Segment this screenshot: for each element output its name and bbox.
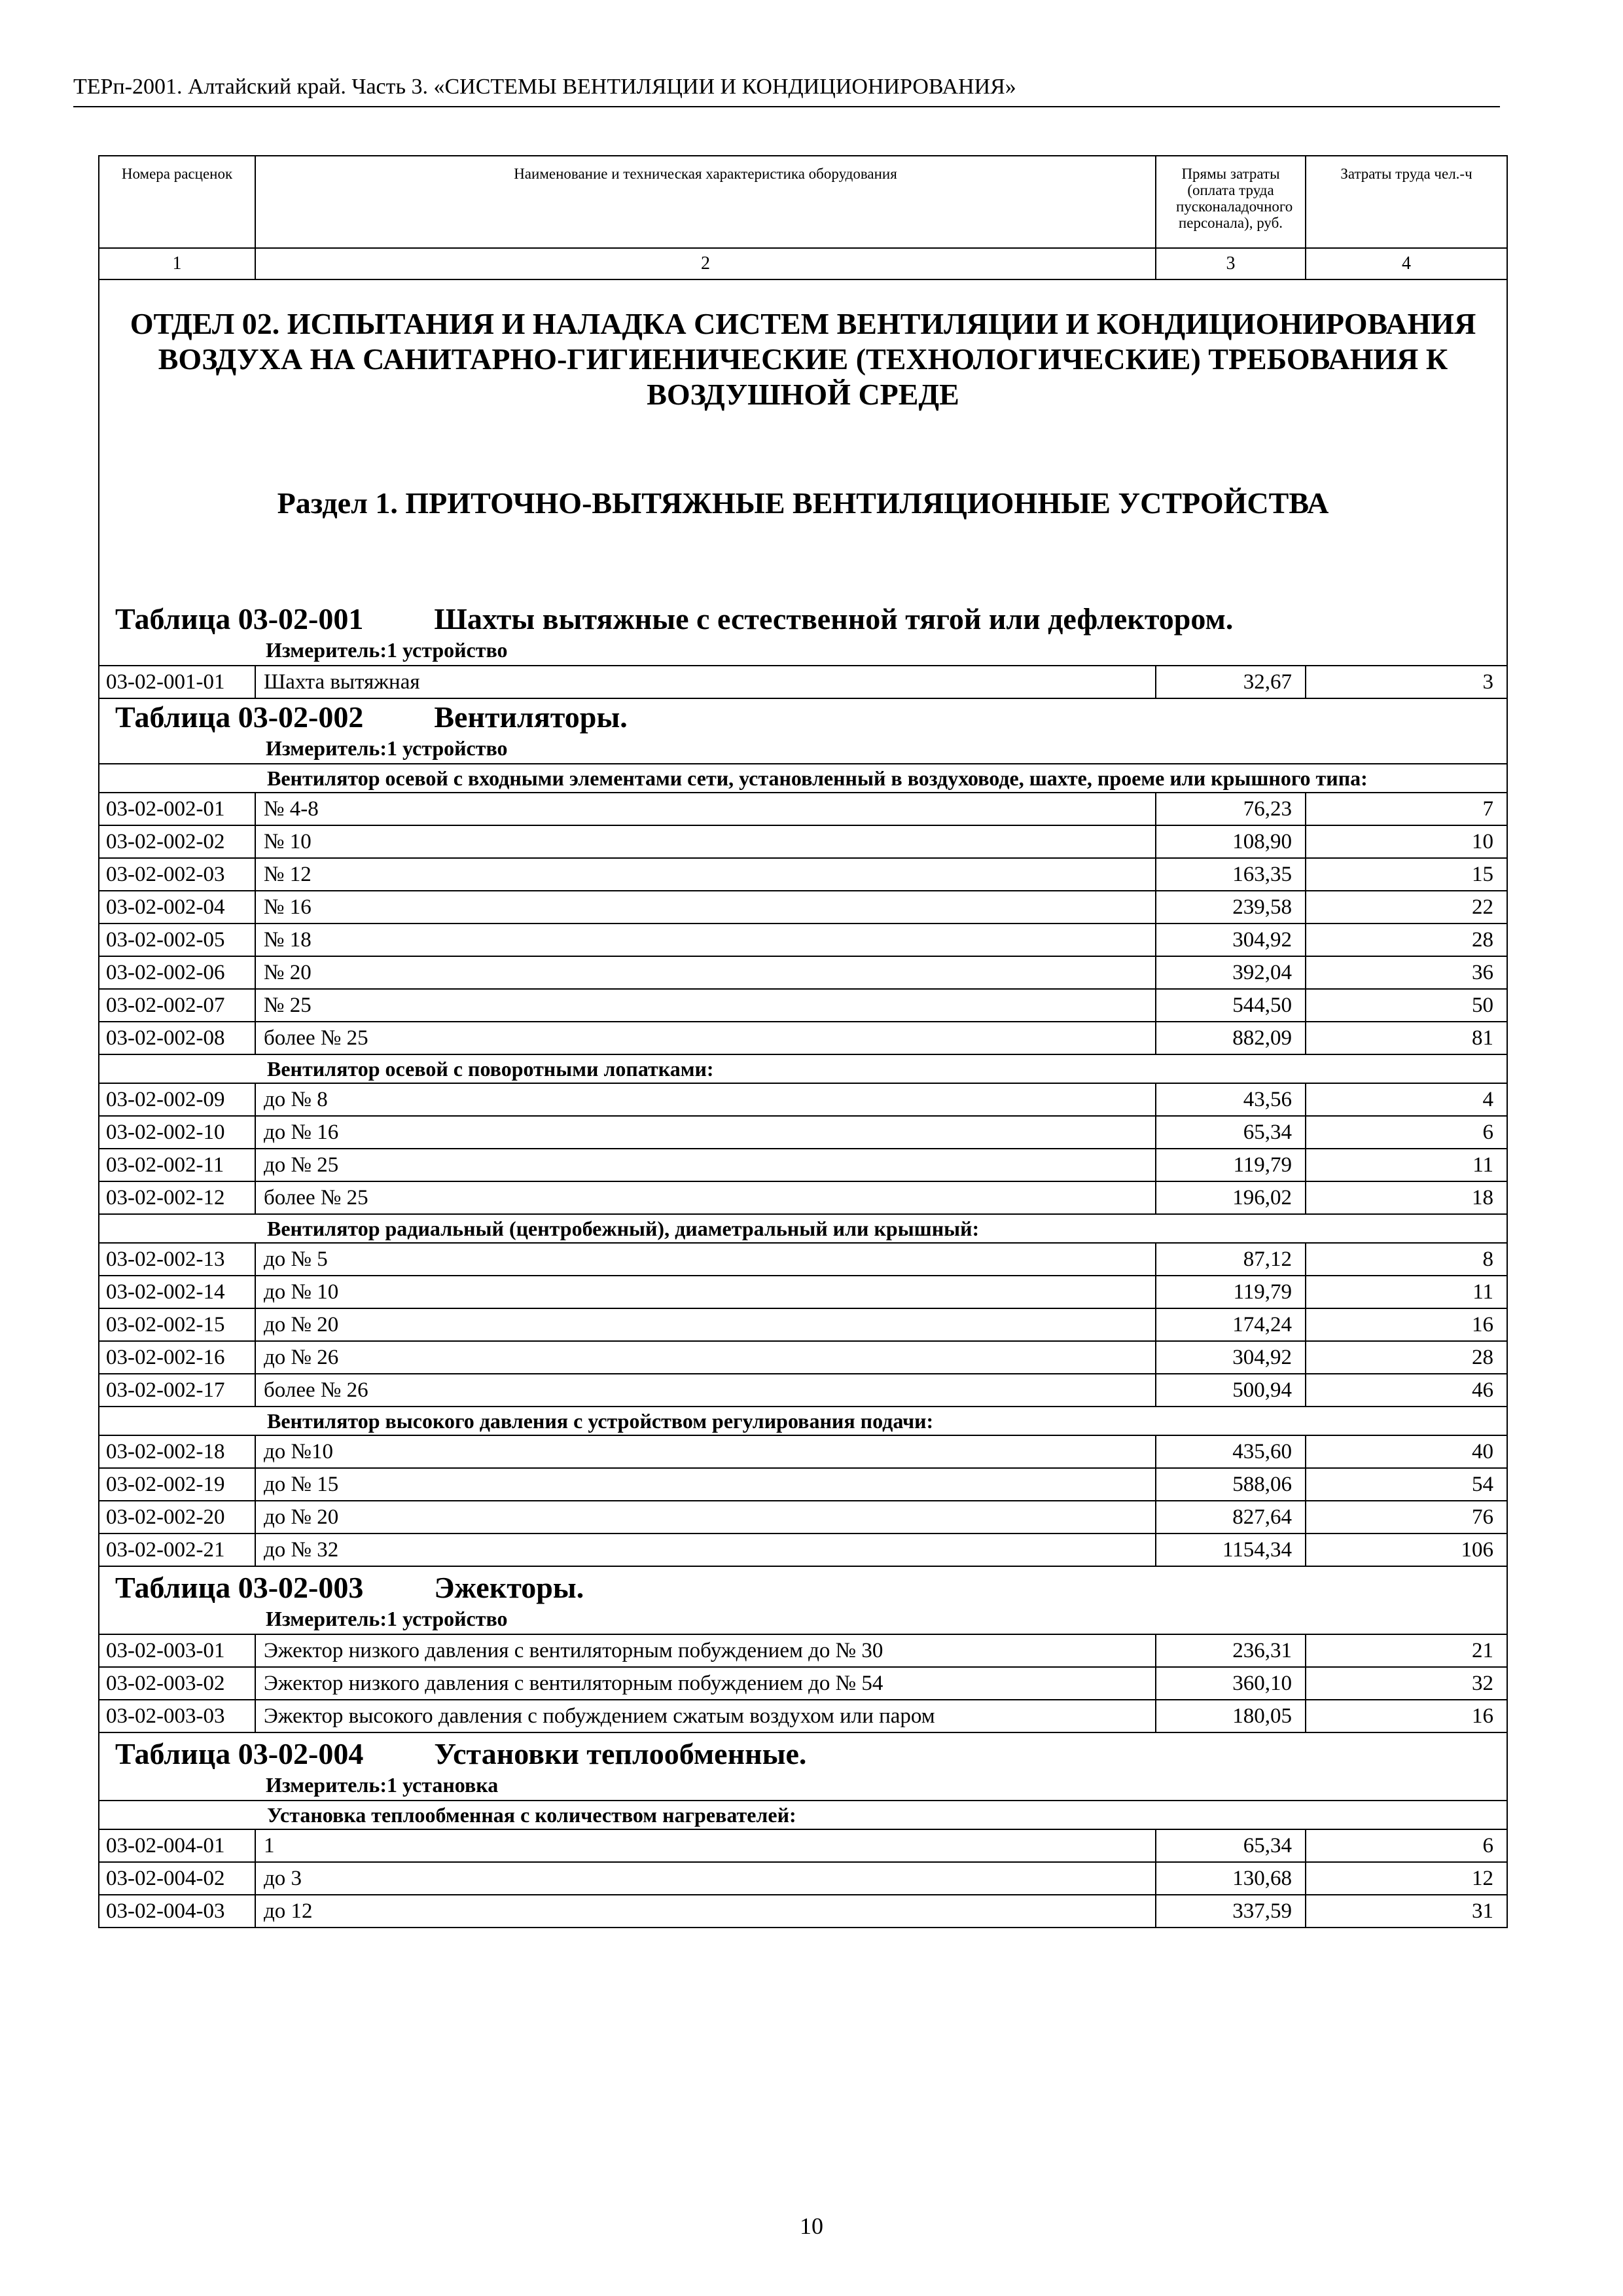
table-title bbox=[115, 699, 1499, 736]
table-row bbox=[99, 1308, 1507, 1341]
table-unit: Измеритель:1 устройство bbox=[266, 736, 508, 760]
labor-cost: 10 bbox=[1306, 825, 1507, 858]
direct-cost: 435,60 bbox=[1156, 1435, 1306, 1468]
group-heading-row bbox=[99, 1407, 1507, 1435]
rate-code: 03-02-002-18 bbox=[99, 1435, 255, 1468]
item-name: более № 26 bbox=[255, 1374, 1156, 1407]
page-number: 10 bbox=[800, 2213, 823, 2239]
labor-cost: 46 bbox=[1306, 1374, 1507, 1407]
table-row bbox=[99, 858, 1507, 891]
item-name: до № 8 bbox=[255, 1083, 1156, 1116]
labor-cost: 32 bbox=[1306, 1667, 1507, 1700]
rate-code: 03-02-002-10 bbox=[99, 1116, 255, 1149]
direct-cost: 337,59 bbox=[1156, 1895, 1306, 1928]
item-name: 1 bbox=[255, 1829, 1156, 1862]
table-row bbox=[99, 1667, 1507, 1700]
table-heading-row bbox=[99, 586, 1507, 666]
direct-cost: 163,35 bbox=[1156, 858, 1306, 891]
section-heading-row bbox=[99, 279, 1507, 586]
direct-cost: 65,34 bbox=[1156, 1829, 1306, 1862]
table-row bbox=[99, 1501, 1507, 1534]
direct-cost: 119,79 bbox=[1156, 1149, 1306, 1181]
table-heading-row bbox=[99, 698, 1507, 764]
table-title bbox=[115, 1570, 1499, 1606]
table-row bbox=[99, 1700, 1507, 1732]
table-code: Таблица 03-02-002 bbox=[115, 700, 364, 734]
labor-cost: 76 bbox=[1306, 1501, 1507, 1534]
column-number: 2 bbox=[255, 248, 1156, 279]
item-name: до 12 bbox=[255, 1895, 1156, 1928]
direct-cost: 76,23 bbox=[1156, 793, 1306, 825]
rate-code: 03-02-003-03 bbox=[99, 1700, 255, 1732]
table-row bbox=[99, 891, 1507, 924]
table-heading bbox=[99, 698, 1507, 764]
table-row bbox=[99, 1083, 1507, 1116]
table-row bbox=[99, 1435, 1507, 1468]
table-row bbox=[99, 924, 1507, 956]
direct-cost: 392,04 bbox=[1156, 956, 1306, 989]
group-heading-row bbox=[99, 1214, 1507, 1243]
table-name: Вентиляторы. bbox=[434, 700, 628, 734]
direct-cost: 65,34 bbox=[1156, 1116, 1306, 1149]
table-row bbox=[99, 1534, 1507, 1566]
group-title: Вентилятор высокого давления с устройством регулирования подачи: bbox=[99, 1407, 1507, 1435]
rate-code: 03-02-002-02 bbox=[99, 825, 255, 858]
table-row bbox=[99, 1116, 1507, 1149]
labor-cost: 16 bbox=[1306, 1700, 1507, 1732]
table-heading bbox=[99, 1566, 1507, 1634]
labor-cost: 36 bbox=[1306, 956, 1507, 989]
labor-cost: 22 bbox=[1306, 891, 1507, 924]
item-name: до № 26 bbox=[255, 1341, 1156, 1374]
direct-cost: 32,67 bbox=[1156, 666, 1306, 698]
labor-cost: 11 bbox=[1306, 1276, 1507, 1308]
table-heading-row bbox=[99, 1732, 1507, 1801]
labor-cost: 28 bbox=[1306, 1341, 1507, 1374]
direct-cost: 1154,34 bbox=[1156, 1534, 1306, 1566]
direct-cost: 304,92 bbox=[1156, 1341, 1306, 1374]
direct-cost: 180,05 bbox=[1156, 1700, 1306, 1732]
rate-code: 03-02-004-03 bbox=[99, 1895, 255, 1928]
item-name: Эжектор низкого давления с вентиляторным побуждением до № 54 bbox=[255, 1667, 1156, 1700]
labor-cost: 3 bbox=[1306, 666, 1507, 698]
rate-code: 03-02-001-01 bbox=[99, 666, 255, 698]
column-number-row bbox=[99, 248, 1507, 279]
table-row bbox=[99, 1022, 1507, 1054]
rate-code: 03-02-003-02 bbox=[99, 1667, 255, 1700]
column-number: 1 bbox=[99, 248, 255, 279]
column-number: 4 bbox=[1306, 248, 1507, 279]
group-heading-row bbox=[99, 764, 1507, 793]
labor-cost: 15 bbox=[1306, 858, 1507, 891]
rate-code: 03-02-002-09 bbox=[99, 1083, 255, 1116]
labor-cost: 8 bbox=[1306, 1243, 1507, 1276]
table-name: Установки теплообменные. bbox=[434, 1737, 807, 1770]
table-code: Таблица 03-02-001 bbox=[115, 602, 364, 636]
rate-code: 03-02-002-13 bbox=[99, 1243, 255, 1276]
column-header-name: Наименование и техническая характеристика оборудования bbox=[255, 156, 1156, 248]
table-unit: Измеритель:1 устройство bbox=[266, 638, 508, 662]
labor-cost: 6 bbox=[1306, 1829, 1507, 1862]
table-row bbox=[99, 793, 1507, 825]
item-name: до №10 bbox=[255, 1435, 1156, 1468]
rate-code: 03-02-002-15 bbox=[99, 1308, 255, 1341]
group-title: Установка теплообменная с количеством нагревателей: bbox=[99, 1801, 1507, 1829]
direct-cost: 882,09 bbox=[1156, 1022, 1306, 1054]
table-unit: Измеритель:1 устройство bbox=[266, 1607, 508, 1630]
labor-cost: 18 bbox=[1306, 1181, 1507, 1214]
group-heading-row bbox=[99, 1801, 1507, 1829]
rates-table bbox=[98, 155, 1508, 1928]
direct-cost: 174,24 bbox=[1156, 1308, 1306, 1341]
rate-code: 03-02-002-19 bbox=[99, 1468, 255, 1501]
labor-cost: 21 bbox=[1306, 1634, 1507, 1667]
direct-cost: 196,02 bbox=[1156, 1181, 1306, 1214]
subsection-title: Раздел 1. ПРИТОЧНО-ВЫТЯЖНЫЕ ВЕНТИЛЯЦИОННЫЕ УСТРОЙСТВА bbox=[277, 486, 1329, 520]
group-heading-row bbox=[99, 1054, 1507, 1083]
item-name: до № 25 bbox=[255, 1149, 1156, 1181]
rate-code: 03-02-003-01 bbox=[99, 1634, 255, 1667]
direct-cost: 239,58 bbox=[1156, 891, 1306, 924]
item-name: до № 15 bbox=[255, 1468, 1156, 1501]
item-name: более № 25 bbox=[255, 1181, 1156, 1214]
labor-cost: 28 bbox=[1306, 924, 1507, 956]
labor-cost: 106 bbox=[1306, 1534, 1507, 1566]
rate-code: 03-02-002-17 bbox=[99, 1374, 255, 1407]
table-row bbox=[99, 1634, 1507, 1667]
item-name: Эжектор высокого давления с побуждением сжатым воздухом или паром bbox=[255, 1700, 1156, 1732]
page-header: ТЕРп-2001. Алтайский край. Часть 3. «СИСТЕМЫ ВЕНТИЛЯЦИИ И КОНДИЦИОНИРОВАНИЯ» bbox=[73, 72, 1500, 107]
rate-code: 03-02-002-11 bbox=[99, 1149, 255, 1181]
item-name: № 12 bbox=[255, 858, 1156, 891]
item-name: № 10 bbox=[255, 825, 1156, 858]
table-heading bbox=[99, 586, 1507, 666]
table-row bbox=[99, 1181, 1507, 1214]
rate-code: 03-02-002-14 bbox=[99, 1276, 255, 1308]
table-title bbox=[115, 1736, 1499, 1772]
item-name: № 20 bbox=[255, 956, 1156, 989]
table-code: Таблица 03-02-004 bbox=[115, 1737, 364, 1770]
labor-cost: 50 bbox=[1306, 989, 1507, 1022]
table-row bbox=[99, 1468, 1507, 1501]
rate-code: 03-02-002-06 bbox=[99, 956, 255, 989]
labor-cost: 31 bbox=[1306, 1895, 1507, 1928]
direct-cost: 87,12 bbox=[1156, 1243, 1306, 1276]
item-name: до № 20 bbox=[255, 1308, 1156, 1341]
direct-cost: 43,56 bbox=[1156, 1083, 1306, 1116]
section-heading bbox=[99, 279, 1507, 586]
direct-cost: 108,90 bbox=[1156, 825, 1306, 858]
rate-code: 03-02-004-02 bbox=[99, 1862, 255, 1895]
rate-code: 03-02-002-16 bbox=[99, 1341, 255, 1374]
column-header-codes: Номера расценок bbox=[99, 156, 255, 248]
column-number: 3 bbox=[1156, 248, 1306, 279]
direct-cost: 588,06 bbox=[1156, 1468, 1306, 1501]
section-title: ОТДЕЛ 02. ИСПЫТАНИЯ И НАЛАДКА СИСТЕМ ВЕНТИЛЯЦИИ И КОНДИЦИОНИРОВАНИЯ ВОЗДУХА НА САНИТАРНО-ГИГИЕНИЧЕСКИЕ (ТЕХНОЛОГИЧЕСКИЕ) ТРЕБОВАНИЯ К ВОЗДУШНОЙ СРЕДЕ bbox=[130, 307, 1476, 411]
labor-cost: 7 bbox=[1306, 793, 1507, 825]
item-name: до № 5 bbox=[255, 1243, 1156, 1276]
item-name: Эжектор низкого давления с вентиляторным побуждением до № 30 bbox=[255, 1634, 1156, 1667]
group-title: Вентилятор радиальный (центробежный), диаметральный или крышный: bbox=[99, 1214, 1507, 1243]
table-row bbox=[99, 1243, 1507, 1276]
table-row bbox=[99, 956, 1507, 989]
item-name: № 4-8 bbox=[255, 793, 1156, 825]
direct-cost: 304,92 bbox=[1156, 924, 1306, 956]
column-header-labor: Затраты труда чел.-ч bbox=[1306, 156, 1507, 248]
direct-cost: 827,64 bbox=[1156, 1501, 1306, 1534]
labor-cost: 12 bbox=[1306, 1862, 1507, 1895]
rate-code: 03-02-002-04 bbox=[99, 891, 255, 924]
item-name: до № 32 bbox=[255, 1534, 1156, 1566]
rate-code: 03-02-002-05 bbox=[99, 924, 255, 956]
table-title bbox=[115, 601, 1499, 637]
table-row bbox=[99, 666, 1507, 698]
rate-code: 03-02-002-21 bbox=[99, 1534, 255, 1566]
rate-code: 03-02-002-01 bbox=[99, 793, 255, 825]
table-row bbox=[99, 1149, 1507, 1181]
rate-code: 03-02-002-20 bbox=[99, 1501, 255, 1534]
rate-code: 03-02-004-01 bbox=[99, 1829, 255, 1862]
group-title: Вентилятор осевой с входными элементами сети, установленный в воздуховоде, шахте, проеме или крышного типа: bbox=[99, 764, 1507, 793]
table-row bbox=[99, 1276, 1507, 1308]
item-name: более № 25 bbox=[255, 1022, 1156, 1054]
labor-cost: 11 bbox=[1306, 1149, 1507, 1181]
direct-cost: 544,50 bbox=[1156, 989, 1306, 1022]
item-name: до № 10 bbox=[255, 1276, 1156, 1308]
table-name: Эжекторы. bbox=[434, 1571, 584, 1604]
labor-cost: 16 bbox=[1306, 1308, 1507, 1341]
table-heading-row bbox=[99, 1566, 1507, 1634]
labor-cost: 6 bbox=[1306, 1116, 1507, 1149]
table-row bbox=[99, 1895, 1507, 1928]
labor-cost: 54 bbox=[1306, 1468, 1507, 1501]
table-row bbox=[99, 1862, 1507, 1895]
rate-code: 03-02-002-07 bbox=[99, 989, 255, 1022]
rate-code: 03-02-002-03 bbox=[99, 858, 255, 891]
table-name: Шахты вытяжные с естественной тягой или дефлектором. bbox=[434, 602, 1234, 636]
item-name: до № 20 bbox=[255, 1501, 1156, 1534]
labor-cost: 40 bbox=[1306, 1435, 1507, 1468]
table-row bbox=[99, 989, 1507, 1022]
item-name: до 3 bbox=[255, 1862, 1156, 1895]
direct-cost: 500,94 bbox=[1156, 1374, 1306, 1407]
group-title: Вентилятор осевой с поворотными лопатками: bbox=[99, 1054, 1507, 1083]
table-row bbox=[99, 1829, 1507, 1862]
item-name: № 16 bbox=[255, 891, 1156, 924]
direct-cost: 119,79 bbox=[1156, 1276, 1306, 1308]
direct-cost: 236,31 bbox=[1156, 1634, 1306, 1667]
labor-cost: 4 bbox=[1306, 1083, 1507, 1116]
table-row bbox=[99, 1341, 1507, 1374]
table-code: Таблица 03-02-003 bbox=[115, 1571, 364, 1604]
table-unit: Измеритель:1 установка bbox=[266, 1773, 499, 1797]
item-name: Шахта вытяжная bbox=[255, 666, 1156, 698]
table-heading bbox=[99, 1732, 1507, 1801]
item-name: до № 16 bbox=[255, 1116, 1156, 1149]
rate-code: 03-02-002-08 bbox=[99, 1022, 255, 1054]
item-name: № 25 bbox=[255, 989, 1156, 1022]
column-header-cost: Прямы затраты (оплата труда пусконаладочного персонала), руб. bbox=[1156, 156, 1306, 248]
table-row bbox=[99, 825, 1507, 858]
table-row bbox=[99, 1374, 1507, 1407]
item-name: № 18 bbox=[255, 924, 1156, 956]
direct-cost: 360,10 bbox=[1156, 1667, 1306, 1700]
rate-code: 03-02-002-12 bbox=[99, 1181, 255, 1214]
column-header-row bbox=[99, 156, 1507, 248]
labor-cost: 81 bbox=[1306, 1022, 1507, 1054]
direct-cost: 130,68 bbox=[1156, 1862, 1306, 1895]
